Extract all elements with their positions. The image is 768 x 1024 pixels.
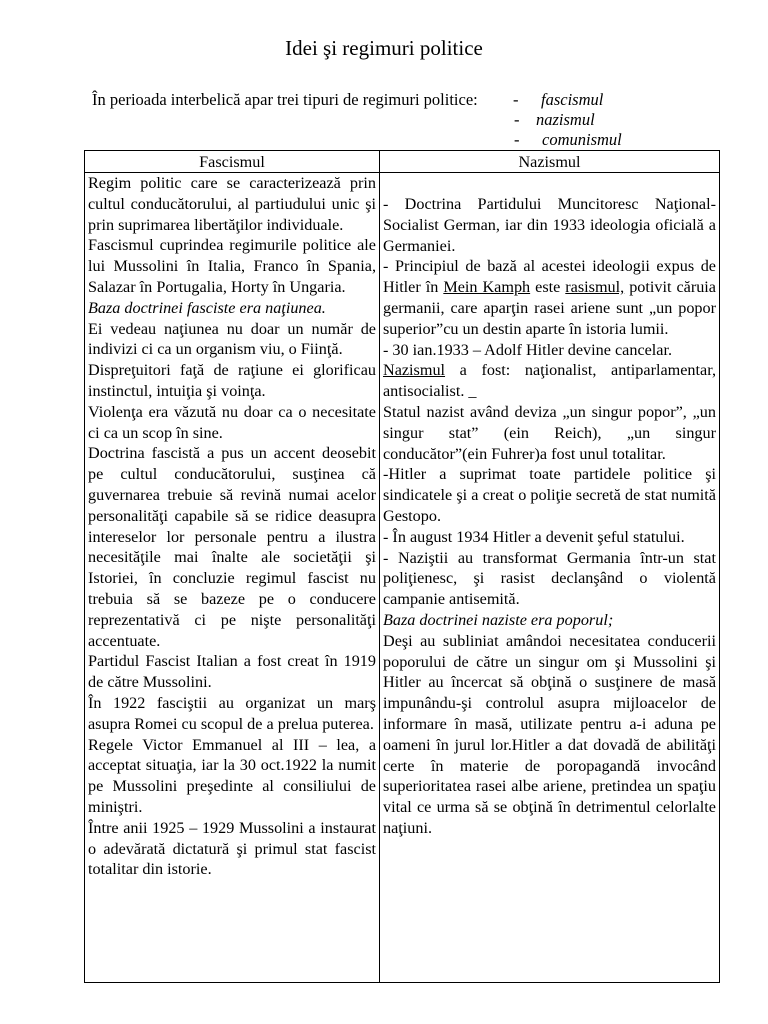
regime-type-item (514, 110, 622, 130)
regime-type-item (514, 130, 622, 150)
intro-text: În perioada interbelică apar trei tipuri de regimuri politice: (92, 90, 478, 109)
regime-types-list (513, 90, 622, 150)
regime-type-label: nazismul (536, 110, 595, 129)
fascism-paragraph: Între anii 1925 – 1929 Mussolini a instaurat o adevărată dictatură şi primul stat fascist totalitar din istorie. (88, 818, 376, 879)
nazism-paragraph: - Doctrina Partidului Muncitoresc Naţional-Socialist German, iar din 1933 ideologia oficială a Germaniei. (383, 195, 716, 255)
regime-type-label: fascismul (541, 90, 604, 109)
text-fragment: este (530, 278, 566, 297)
nazism-paragraph: - În august 1934 Hitler a devenit şeful statului. (383, 527, 685, 546)
regime-type-item (513, 90, 622, 110)
fascism-paragraph: Dispreţuitori faţă de raţiune ei glorificau instinctul, intuiţia şi voinţa. (88, 361, 376, 400)
nazism-doctrine-basis: Baza doctrinei naziste era poporul; (383, 610, 614, 629)
header-fascismul: Fascismul (85, 151, 380, 173)
fascism-column (85, 173, 380, 983)
fascism-paragraph: Ei vedeau naţiunea nu doar un număr de indivizi ci ca un organism viu, o Fiinţă. (88, 319, 376, 359)
list-dash: - (513, 90, 519, 109)
fascism-paragraph: Partidul Fascist Italian a fost creat în 1919 de către Mussolini. (88, 652, 376, 692)
rasism-term: rasismul, (565, 278, 625, 297)
nazism-paragraph: - 30 ian.1933 – Adolf Hitler devine cancelar. (383, 340, 673, 359)
list-dash: - (514, 130, 520, 149)
nazism-paragraph: -Hitler a suprimat toate partidele politice şi sindicatele şi a creat o poliţie secretă de stat numită Gestopo. (383, 465, 716, 525)
nazism-paragraph (383, 256, 716, 339)
list-dash: - (514, 110, 520, 129)
fascism-paragraph: Fascismul cuprindea regimurile politice ale lui Mussolini în Italia, Franco în Spania, Salazar în Portugalia, Horty în Ungaria. (88, 236, 376, 296)
fascism-paragraph: În 1922 fasciştii au organizat un marş asupra Romei cu scopul de a prelua puterea. (88, 693, 376, 733)
book-title-link: Mein Kamph (443, 278, 531, 297)
table-header-row (85, 151, 720, 173)
nazism-column (380, 173, 720, 983)
nazism-paragraph: - Naziştii au transformat Germania într-un stat poliţienesc, şi rasist declanşând o violentă campanie antisemită. (383, 548, 716, 609)
nazism-paragraph: Deşi au subliniat amândoi necesitatea conducerii poporului de către un singur om şi Mussolini şi Hitler au încercat să obţină o susţinere de masă impunându-şi controlul asupra mijloacelor de informare în masă, utilizate pentru a-i aduna pe oameni în jurul lor.Hitler a dat dovadă de abilităţi certe în materie de poropagandă invocând superioritatea rasei albe ariene, pretindea un spaţiu vital ce urma să se obţină în detrimentul celorlalte naţiuni. (383, 631, 716, 837)
fascism-paragraph: Violenţa era văzută nu doar ca o necesitate ci ca un scop în sine. (88, 402, 376, 442)
text-fragment: a fost: naţionalist, antiparlamentar, antisocialist. _ (383, 361, 716, 401)
text-fragment: - Principiul de bază al acestei ideologii expus de Hitler în (383, 257, 716, 297)
text-fragment: potivit căruia germanii, care aparţin rasei ariene sunt „un popor superior”cu un destin aparte în istoria lumii. (383, 278, 716, 338)
comparison-table (84, 150, 720, 983)
fascism-paragraph: Regim politic care se caracterizează prin cultul conducătorului, al partiudului unic şi prin suprimarea libertăţilor individuale. (88, 174, 376, 234)
nazism-term: Nazismul (383, 361, 446, 380)
fascism-paragraph: Doctrina fascistă a pus un accent deosebit pe cultul conducătorului, susţinea că guvernarea trebuie să revină numai acelor personalităţi capabile să se ridice deasupra intereselor lor personale pentru a ilustra necesităţile mai înalte ale societăţii şi Istoriei, în concluzie regimul fascist nu trebuia să se bazeze pe o conducere reprezentativă ci pe nişte personalităţi accentuate. (88, 444, 376, 650)
table-body-row (85, 173, 720, 983)
blank-line (383, 173, 716, 194)
page-title: Idei şi regimuri politice (285, 36, 483, 60)
regime-type-label: comunismul (542, 130, 622, 149)
header-nazismul: Nazismul (380, 151, 720, 173)
fascism-doctrine-basis: Baza doctrinei fasciste era naţiunea. (88, 298, 326, 317)
nazism-paragraph: Statul nazist având deviza „un singur popor”, „un singur stat” (ein Reich), „un singur conducător”(ein Fuhrer)a fost unul totalitar. (383, 402, 716, 463)
nazism-paragraph (383, 360, 716, 402)
fascism-paragraph: Regele Victor Emmanuel al III – lea, a acceptat situaţia, iar la 30 oct.1922 la numit pe Mussolini preşedinte al consiliului de miniştri. (88, 735, 376, 816)
